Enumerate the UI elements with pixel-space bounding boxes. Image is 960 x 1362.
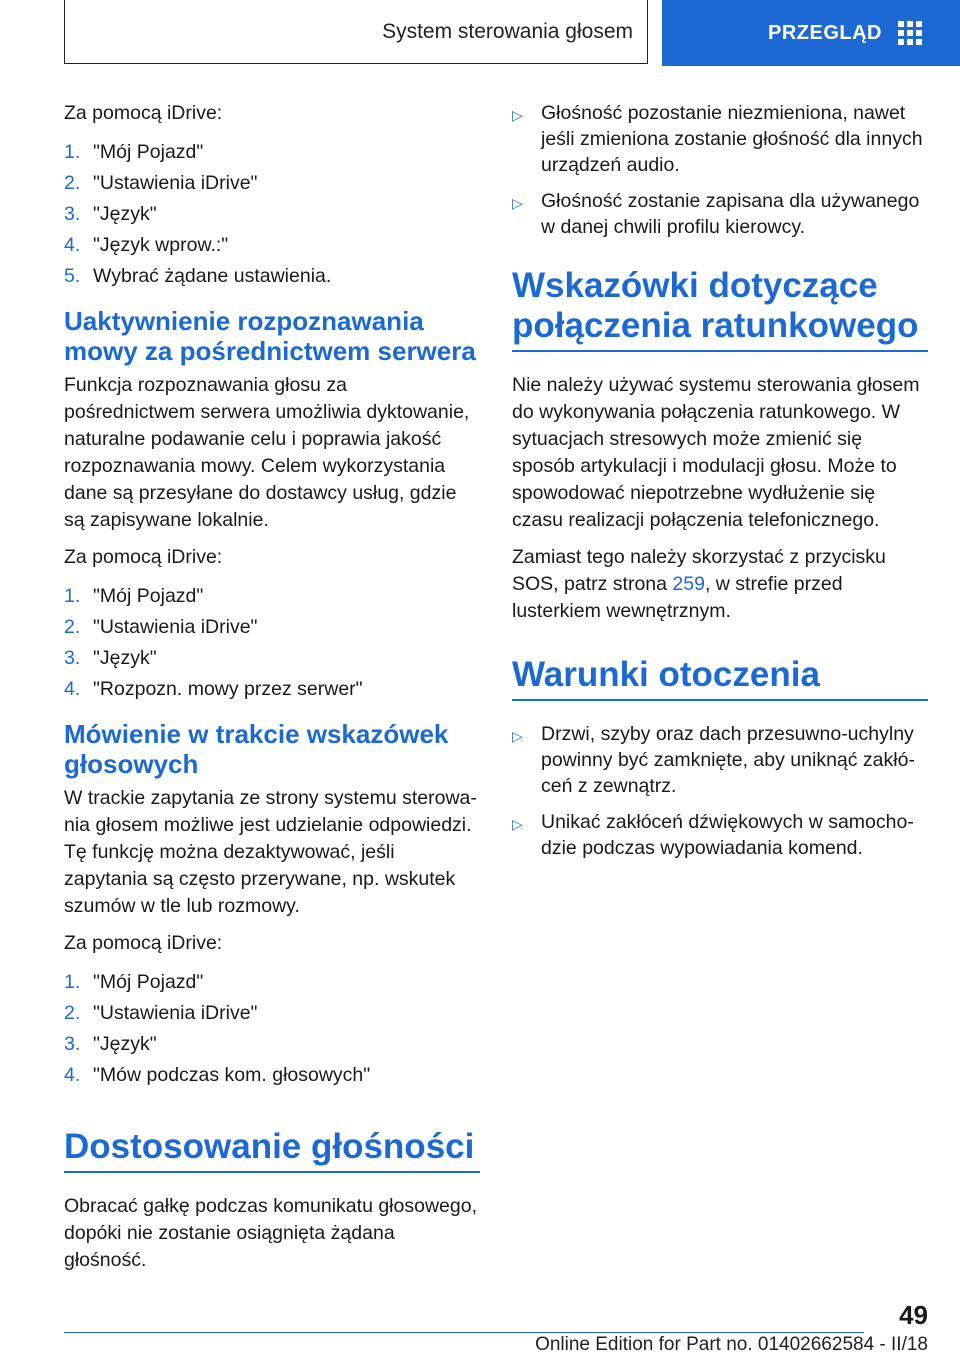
list-item: ▷ Drzwi, szyby oraz dach przesuwno-uchylny powinny być zamknięte, aby uniknąć zakłóceń z zewnątrz. — [512, 723, 915, 797]
chapter-heading: Warunki otoczenia — [512, 655, 928, 701]
page-header — [0, 0, 960, 66]
right-column — [512, 100, 928, 871]
triangle-bullet-icon: ▷ — [512, 195, 523, 211]
body-paragraph: W trackie zapytania ze strony systemu sterowania głosem możliwe jest udzielanie odpowiedzi. Tę funkcję można dezaktywować, jeśli zapytania są często przerywane, np. wskutek szumów w tle lub rozmowy. — [64, 787, 477, 917]
step-item: 1. "Mój Pojazd" — [64, 971, 204, 993]
intro-label: Za pomocą iDrive: — [64, 932, 223, 954]
section-heading: Mówienie w trakcie wskazówek głosowych — [64, 719, 449, 779]
triangle-bullet-icon: ▷ — [512, 816, 523, 832]
edition-text: Online Edition for Part no. 01402662584 - II/18 — [535, 1334, 928, 1355]
list-item: ▷ Głośność pozostanie niezmieniona, nawet jeśli zmieniona zostanie głośność dla innych urządzeń audio. — [512, 102, 923, 176]
step-item: 2. "Ustawienia iDrive" — [64, 1002, 258, 1024]
body-paragraph: Funkcja rozpoznawania głosu za pośrednictwem serwera umożliwia dyktowanie, naturalne podawanie celu i poprawia jakość rozpoznawania mowy. Celem wykorzystania dane są przesyłane do dostawcy usług, gdzie są zapisywane lokalnie. — [64, 374, 470, 531]
list-item: ▷ Głośność zostanie zapisana dla używanego w danej chwili profilu kierowcy. — [512, 190, 920, 238]
intro-label: Za pomocą iDrive: — [64, 102, 223, 124]
page-reference-link[interactable]: 259 — [672, 573, 705, 595]
triangle-bullet-icon: ▷ — [512, 728, 523, 744]
step-item: 1. "Mój Pojazd" — [64, 141, 204, 163]
footer-divider — [64, 1332, 864, 1333]
overview-tab[interactable] — [662, 0, 960, 66]
bullet-list — [512, 721, 928, 861]
body-paragraph: Nie należy używać systemu sterowania głosem do wykonywania połączenia ratunkowego. W sytuacjach stresowych może zmienić się sposób artykulacji i modulacji głosu. Może to spowodować niepotrzebne wydłużenie się czasu realizacji połączenia telefonicznego. — [512, 374, 920, 531]
section-title-box — [64, 0, 648, 64]
grid-icon — [898, 21, 922, 45]
step-item: 4. "Mów podczas kom. głosowych" — [64, 1064, 371, 1086]
chapter-heading: Dostosowanie głośności — [64, 1127, 480, 1173]
step-item: 3. "Język" — [64, 203, 157, 225]
steps-list — [64, 581, 480, 705]
left-column — [64, 100, 480, 1284]
overview-tab-label: PRZEGLĄD — [768, 21, 882, 44]
step-item: 3. "Język" — [64, 1033, 157, 1055]
step-item: 4. "Język wprow.:" — [64, 234, 229, 256]
list-item: ▷ Unikać zakłóceń dźwiękowych w samochodzie podczas wypowiadania komend. — [512, 811, 914, 859]
body-paragraph: Zamiast tego należy skorzystać z przycisku SOS, patrz strona 259, w strefie przed lusterkiem wewnętrznym. — [512, 546, 886, 622]
step-item: 4. "Rozpozn. mowy przez serwer" — [64, 678, 363, 700]
section-title: System sterowania głosem — [382, 19, 633, 43]
chapter-heading: Wskazówki dotyczące połączenia ratunkowego — [512, 266, 928, 352]
steps-list — [64, 137, 480, 292]
step-item: 5. Wybrać żądane ustawienia. — [64, 265, 332, 287]
step-item: 2. "Ustawienia iDrive" — [64, 172, 258, 194]
intro-label: Za pomocą iDrive: — [64, 546, 223, 568]
step-item: 1. "Mój Pojazd" — [64, 585, 204, 607]
bullet-list — [512, 100, 928, 240]
triangle-bullet-icon: ▷ — [512, 107, 523, 123]
step-item: 2. "Ustawienia iDrive" — [64, 616, 258, 638]
step-item: 3. "Język" — [64, 647, 157, 669]
page-number: 49 — [899, 1300, 928, 1330]
steps-list — [64, 967, 480, 1091]
section-heading: Uaktywnienie rozpoznawania mowy za pośrednictwem serwera — [64, 306, 476, 366]
body-paragraph: Obracać gałkę podczas komunikatu głosowego, dopóki nie zostanie osiągnięta żądana głośność. — [64, 1195, 477, 1271]
